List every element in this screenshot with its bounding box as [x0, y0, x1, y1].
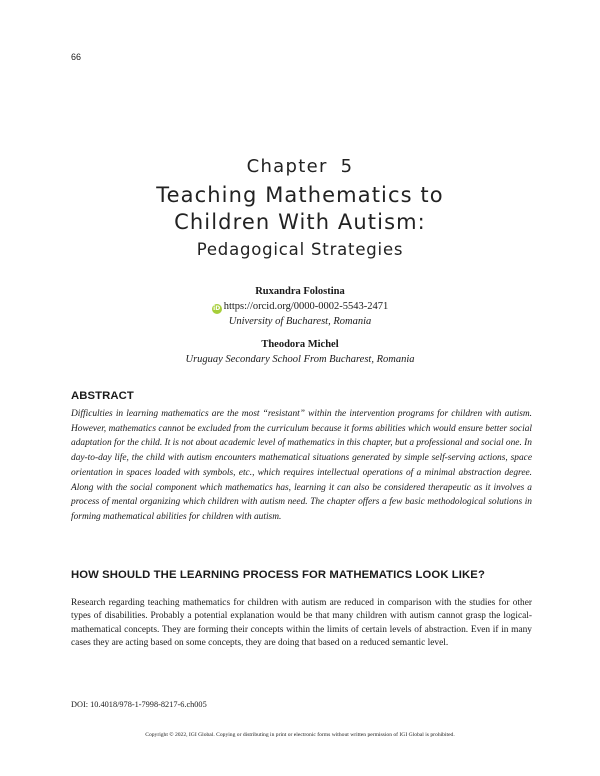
- section-heading: HOW SHOULD THE LEARNING PROCESS FOR MATHEMATICS LOOK LIKE?: [71, 569, 485, 581]
- chapter-title-line-2: Children With Autism:: [174, 210, 426, 234]
- author-affiliation: Uruguay Secondary School From Bucharest, Romania: [185, 354, 415, 365]
- abstract-text: Difficulties in learning mathematics are the most “resistant” within the intervention programs for children with autism. However, mathematics cannot be excluded from the curriculum because it forms abilities which would ensure better social adaptation for the child. It is not about academic level of mathematics in this chapter, but a professional and social one. In day-to-day life, the child with autism encounters mathematical situations generated by simple self-serving actions, space orientation in spaces loaded with symbols, etc., which requires intellectual operations of a minimal abstraction degree. Along with the social component which mathematics has, learning it can also be considered therapeutic as it involves a process of mental organizing which children with autism need. The chapter offers a few basic methodological solutions in forming mathematical abilities for children with autism.: [71, 409, 532, 522]
- author-name: Ruxandra Folostina: [255, 286, 345, 297]
- abstract-heading: ABSTRACT: [71, 390, 134, 402]
- orcid-icon: iD: [213, 305, 221, 312]
- author-affiliation: University of Bucharest, Romania: [228, 316, 372, 327]
- author-name: Theodora Michel: [261, 339, 339, 350]
- chapter-label: Chapter 5: [246, 156, 354, 177]
- chapter-subtitle: Pedagogical Strategies: [196, 240, 404, 259]
- section-paragraph: Research regarding teaching mathematics for children with autism are reduced in comparison with the studies for other types of disabilities. Probably a potential explanation would be that many children with autism cannot grasp the logical-mathematical concepts. They are forming their concepts within the limits of certain levels of abstraction. Even if in many cases they are acting based on some concepts, they are doing that based on a reduced semantic level.: [71, 598, 532, 649]
- author-orcid: [0, 301, 600, 314]
- orcid-link[interactable]: https://orcid.org/0000-0002-5543-2471: [223, 301, 389, 312]
- page-number: 66: [71, 52, 82, 62]
- chapter-title-line-1: Teaching Mathematics to: [156, 183, 444, 207]
- copyright-notice: Copyright © 2022, IGI Global. Copying or distributing in print or electronic forms without written permission of IGI Global is prohibited.: [145, 732, 455, 738]
- doi: DOI: 10.4018/978-1-7998-8217-6.ch005: [71, 700, 207, 709]
